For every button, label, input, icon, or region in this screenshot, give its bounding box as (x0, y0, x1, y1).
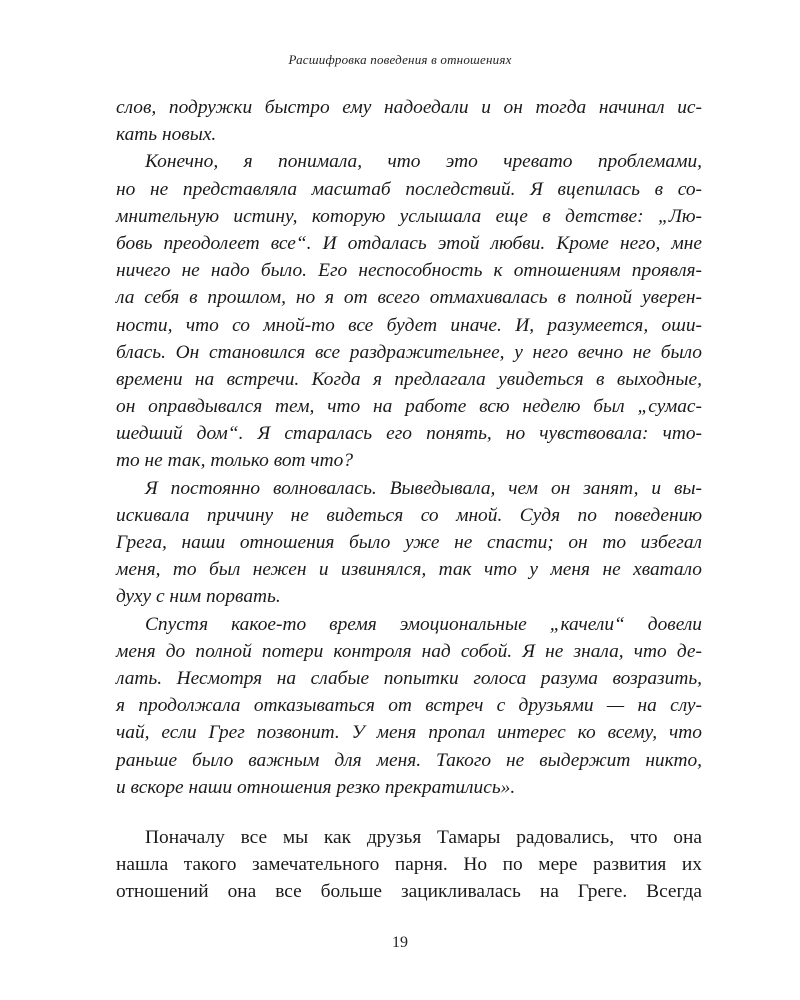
quote-text-line: времени на встречи. Когда я предлагала увидеться в выходные, (116, 368, 702, 390)
quote-text-line: кать новых. (116, 124, 217, 146)
body-text-line: нашла такого замечательного парня. Но по мере развития их (116, 854, 702, 876)
quote-text-line: но не представляла масштаб последствий. Я вцепилась в со- (116, 178, 702, 200)
quote-text-line: Я постоянно волновалась. Выведывала, чем он занят, и вы- (145, 477, 702, 499)
quote-text-line: чай, если Грег позвонит. У меня пропал интерес ко всему, что (116, 722, 702, 744)
quote-text-line: и вскоре наши отношения резко прекратились». (116, 776, 516, 798)
quote-block (116, 94, 702, 801)
quote-text-line: лать. Несмотря на слабые попытки голоса разума возразить, (116, 667, 702, 689)
running-head: Расшифровка поведения в отношениях (288, 52, 512, 67)
quote-text-line: меня, то был нежен и извинялся, так что у меня не хватало (116, 559, 702, 581)
quote-text-line: то не так, только вот что? (116, 450, 354, 472)
quote-text-line: меня до полной потери контроля над собой. Я не знала, что де- (116, 640, 702, 662)
quote-text-line: бовь преодолеет все“. И отдалась этой любви. Кроме него, мне (116, 232, 702, 254)
quote-text-line: Конечно, я понимала, что это чревато проблемами, (145, 151, 702, 173)
quote-text-line: ничего не надо было. Его неспособность к отношениям проявля- (116, 260, 702, 282)
quote-text-line: он оправдывался тем, что на работе всю неделю был „сумас- (116, 396, 702, 418)
quote-text-line: Спустя какое-то время эмоциональные „качели“ довели (145, 613, 702, 635)
quote-text-line: блась. Он становился все раздражительнее, у него вечно не было (116, 341, 702, 363)
body-text-line: Поначалу все мы как друзья Тамары радовались, что она (145, 827, 702, 848)
quote-text-line: Грега, наши отношения было уже не спасти; он то избегал (116, 532, 702, 553)
quote-text-line: слов, подружки быстро ему надоедали и он тогда начинал ис- (116, 97, 702, 118)
body-text-line: отношений она все больше зацикливалась на Греге. Всегда (116, 881, 702, 903)
quote-text-line: я продолжала отказываться от встреч с друзьями — на слу- (116, 695, 702, 717)
body-text-block (116, 824, 702, 906)
quote-text-line: шедший дом“. Я старалась его понять, но чувствовала: что- (116, 423, 702, 445)
quote-text-line: искивала причину не видеться со мной. Судя по поведению (116, 504, 702, 526)
quote-text-line: духу с ним порвать. (116, 586, 281, 608)
page-number: 19 (392, 934, 408, 951)
quote-text-line: мнительную истину, которую услышала еще в детстве: „Лю- (116, 205, 702, 227)
quote-text-line: раньше было важным для меня. Такого не выдержит никто, (116, 749, 702, 771)
quote-text-line: ла себя в прошлом, но я от всего отмахивалась в полной уверен- (116, 287, 702, 309)
quote-text-line: ности, что со мной-то все будет иначе. И, разумеется, оши- (116, 314, 702, 336)
